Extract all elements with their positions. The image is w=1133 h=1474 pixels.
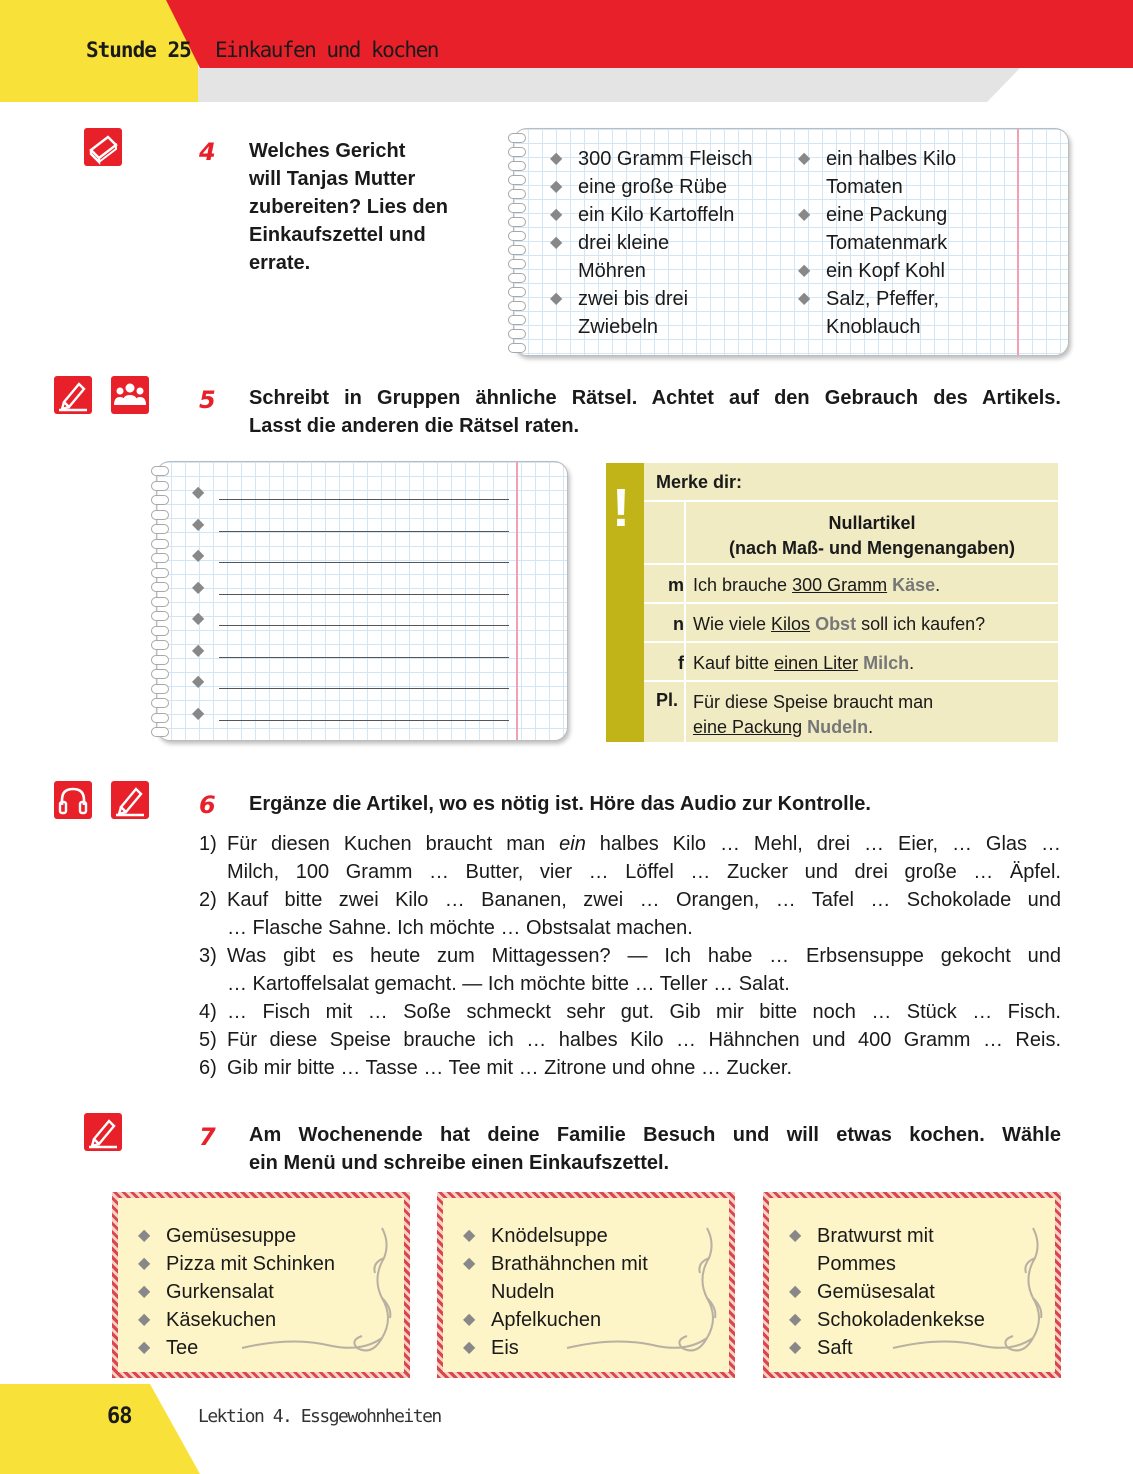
sentence-indent — [199, 970, 227, 998]
sentence-number: 6) — [199, 1057, 217, 1079]
list-item-continuation: Nudeln — [491, 1281, 555, 1303]
example-quantity: 300 Gramm — [792, 575, 888, 595]
sentence-text: Gib mir bitte … Tasse … Tee mit … Zitrone und ohne … Zucker. — [227, 1057, 793, 1079]
grammar-row-m — [644, 563, 1058, 602]
list-item-continuation: Knoblauch — [826, 316, 921, 338]
spiral-ring — [508, 287, 526, 297]
blank-writing-line[interactable] — [219, 657, 509, 658]
exercise-number-5: 5 — [199, 386, 216, 414]
exercise-5-task — [249, 384, 1061, 440]
sentence-part: Für diesen Kuchen braucht man — [227, 833, 560, 855]
example-quantity: Kilos — [771, 614, 811, 634]
spiral-ring — [508, 133, 526, 143]
spiral-ring — [508, 343, 526, 353]
bullet-icon: ◆ — [192, 513, 205, 533]
sentence-number: 5) — [199, 1029, 217, 1051]
sentence-line — [199, 998, 1061, 1026]
header-gray-band — [198, 68, 1020, 102]
example-noun: Käse — [892, 575, 936, 595]
list-item: ◆ zwei bis drei — [548, 285, 753, 313]
lesson-topic: Einkaufen und kochen — [215, 38, 438, 62]
headphones-icon — [54, 781, 92, 819]
sentence-indent — [199, 914, 227, 942]
group-icon — [111, 376, 149, 414]
grammar-heading-line: Nullartikel — [828, 513, 916, 533]
ornament-icon — [232, 1218, 402, 1368]
list-item: ◆ Schokoladenkekse — [787, 1306, 985, 1334]
spiral-ring — [508, 231, 526, 241]
list-item: ◆ Pizza mit Schinken — [136, 1250, 335, 1278]
grammar-row-pl — [644, 680, 1058, 742]
grammar-heading-line: (nach Maß- und Mengenangaben) — [729, 538, 1015, 558]
list-item: ◆ Gurkensalat — [136, 1278, 335, 1306]
spiral-ring — [508, 161, 526, 171]
sentence-indent — [199, 858, 227, 886]
sentence-line — [199, 1054, 1061, 1082]
bullet-icon: ◆ — [192, 671, 205, 690]
pencil-icon — [54, 376, 92, 414]
book-icon — [84, 128, 122, 166]
blank-writing-line[interactable] — [219, 594, 509, 595]
example-quantity: einen Liter — [774, 653, 859, 673]
spiral-ring — [508, 259, 526, 269]
spiral-ring — [508, 147, 526, 157]
spiral-ring — [151, 553, 169, 563]
list-item: ◆ Käsekuchen — [136, 1306, 335, 1334]
blank-writing-line[interactable] — [219, 720, 509, 721]
example-noun: Nudeln — [807, 717, 869, 737]
spiral-ring — [151, 611, 169, 621]
notebook-margin-line — [516, 462, 518, 740]
riddle-notebook — [156, 461, 568, 741]
spiral-ring — [508, 315, 526, 325]
grammar-example — [693, 614, 985, 635]
exercise-6-task: Ergänze die Artikel, wo es nötig ist. Höre das Audio zur Kontrolle. — [249, 793, 871, 815]
bullet-icon: ◆ — [192, 576, 205, 596]
sentence-line — [199, 970, 1061, 998]
list-item-continuation: Tomaten — [826, 176, 903, 198]
sentence-line — [199, 942, 1061, 970]
sentence-text: Kauf bitte zwei Kilo … Bananen, zwei … Orangen, … Tafel … Schokolade und — [227, 889, 1061, 911]
grammar-row-f — [644, 641, 1058, 680]
example-text: . — [868, 717, 874, 737]
exercise-6-sentences — [199, 830, 1061, 1082]
shopping-list-column-2 — [796, 145, 956, 341]
spiral-ring — [151, 597, 169, 607]
list-item: ◆ Apfelkuchen — [461, 1306, 648, 1334]
list-item: ◆ Tee — [136, 1334, 335, 1362]
spiral-ring — [508, 217, 526, 227]
column-divider — [684, 604, 686, 641]
sentence-text — [227, 830, 1061, 858]
list-item: ◆ ein halbes Kilo — [796, 145, 956, 173]
exercise-number-6: 6 — [199, 791, 216, 819]
spiral-ring — [151, 727, 169, 737]
sentence-number: 3) — [199, 945, 217, 967]
list-item: ◆ eine große Rübe — [548, 173, 753, 201]
grammar-example — [693, 653, 914, 674]
shopping-list-notebook — [513, 128, 1069, 356]
spiral-ring — [151, 510, 169, 520]
task-line: errate. — [249, 252, 311, 274]
blank-writing-line[interactable] — [219, 688, 509, 689]
sentence-number: 2) — [199, 889, 217, 911]
list-item: ◆ Saft — [787, 1334, 985, 1362]
list-item-continuation: Tomatenmark — [826, 232, 948, 254]
bullet-icon: ◆ — [192, 482, 205, 501]
blank-writing-line[interactable] — [219, 531, 509, 532]
sentence-text: … Kartoffelsalat gemacht. — Ich möchte bitte … Teller … Salat. — [227, 973, 790, 995]
example-text: soll ich kaufen? — [856, 614, 986, 634]
spiral-ring — [508, 175, 526, 185]
blank-writing-line[interactable] — [219, 562, 509, 563]
sentence-line — [199, 1026, 1061, 1054]
sentence-text: Für diese Speise brauche ich … halbes Kilo … Hähnchen und 400 Gramm … Reis. — [227, 1029, 1061, 1051]
list-item-continuation: Möhren — [578, 260, 646, 282]
gender-label: Pl. — [655, 690, 678, 710]
bullet-icon: ◆ — [192, 639, 205, 659]
list-item: ◆ Bratwurst mit — [787, 1222, 985, 1250]
sentence-text: Was gibt es heute zum Mittagessen? — Ich habe … Erbsensuppe gekocht und — [227, 945, 1061, 967]
task-line: will Tanjas Mutter — [249, 168, 416, 190]
sentence-number: 4) — [199, 1001, 217, 1023]
shopping-list-column-1 — [548, 145, 753, 341]
pencil-icon — [84, 1113, 122, 1151]
grammar-note-box — [606, 463, 1058, 742]
spiral-ring — [151, 582, 169, 592]
bullet-icon: ◆ — [192, 545, 205, 564]
example-noun: Milch — [863, 653, 910, 673]
list-item-continuation: Zwiebeln — [578, 316, 659, 338]
list-item: ◆ Knödelsuppe — [461, 1222, 648, 1250]
spiral-ring — [508, 203, 526, 213]
task-line: Am Wochenende hat deine Familie Besuch und will etwas kochen. Wähle — [249, 1124, 1061, 1146]
exercise-7-task — [249, 1121, 1061, 1177]
spiral-ring — [151, 698, 169, 708]
spiral-ring — [151, 655, 169, 665]
list-item: ◆ eine Packung — [796, 201, 956, 229]
sentence-text: … Fisch mit … Soße schmeckt sehr gut. Gib mir bitte noch … Stück … Fisch. — [227, 1001, 1061, 1023]
task-line: zubereiten? Lies den — [249, 196, 448, 218]
spiral-ring — [151, 524, 169, 534]
list-item: ◆ Salz, Pfeffer, — [796, 285, 956, 313]
menu-card-2 — [437, 1192, 735, 1378]
grammar-example — [693, 690, 933, 740]
sentence-line — [199, 886, 1061, 914]
spiral-ring — [508, 301, 526, 311]
pencil-icon — [111, 781, 149, 819]
example-text: Kauf bitte — [693, 653, 775, 673]
spiral-ring — [151, 684, 169, 694]
sentence-part: halbes Kilo … Mehl, drei … Eier, … Glas … — [585, 833, 1061, 855]
gender-label: f — [678, 653, 684, 673]
ornament-icon — [557, 1218, 727, 1368]
exercise-number-7: 7 — [199, 1123, 216, 1151]
list-item: ◆ Gemüsesuppe — [136, 1222, 335, 1250]
exercise-4-task — [249, 137, 448, 277]
list-item: ◆ 300 Gramm Fleisch — [548, 145, 753, 173]
column-divider — [684, 682, 686, 742]
menu-card-1 — [112, 1192, 410, 1378]
bullet-icon: ◆ — [192, 608, 205, 627]
sentence-text: … Flasche Sahne. Ich möchte … Obstsalat machen. — [227, 917, 693, 939]
grammar-note-title: Merke dir: — [656, 472, 743, 492]
list-item: ◆ Eis — [461, 1334, 648, 1362]
example-text: Ich brauche — [693, 575, 793, 595]
grammar-row-n — [644, 602, 1058, 641]
spiral-ring — [151, 568, 169, 578]
footer-yellow-block — [0, 1384, 200, 1474]
example-text: . — [909, 653, 915, 673]
task-line: Einkaufszettel und — [249, 224, 426, 246]
list-item: ◆ Gemüsesalat — [787, 1278, 985, 1306]
list-item: ◆ ein Kopf Kohl — [796, 257, 956, 285]
example-quantity: eine Packung — [693, 717, 803, 737]
task-line: Lasst die anderen die Rätsel raten. — [249, 415, 580, 437]
sentence-line — [199, 858, 1061, 886]
column-divider — [684, 565, 686, 602]
gender-label: n — [673, 614, 684, 634]
list-item: ◆ Brathähnchen mit — [461, 1250, 648, 1278]
gender-label: m — [667, 575, 684, 595]
footer-lesson-title: Lektion 4. Essgewohnheiten — [198, 1406, 441, 1427]
bullet-icon: ◆ — [192, 702, 205, 722]
blank-writing-line[interactable] — [219, 625, 509, 626]
page-number: 68 — [107, 1404, 132, 1429]
spiral-ring — [508, 245, 526, 255]
spiral-ring — [151, 669, 169, 679]
spiral-ring — [508, 189, 526, 199]
example-text: Für diese Speise braucht man — [693, 692, 934, 712]
list-item: ◆ drei kleine — [548, 229, 753, 257]
spiral-ring — [508, 329, 526, 339]
task-line: Welches Gericht — [249, 140, 406, 162]
task-line: ein Menü und schreibe einen Einkaufszettel. — [249, 1152, 670, 1174]
list-item: ◆ ein Kilo Kartoffeln — [548, 201, 753, 229]
sentence-text: Milch, 100 Gramm … Butter, vier … Löffel … Zucker und drei große … Äpfel. — [227, 861, 1061, 883]
sentence-line — [199, 914, 1061, 942]
spiral-ring — [508, 273, 526, 283]
sentence-line — [199, 830, 1061, 858]
blank-writing-line[interactable] — [219, 499, 509, 500]
sentence-example-word: ein — [559, 833, 586, 855]
column-divider — [684, 643, 686, 680]
example-text: . — [935, 575, 941, 595]
menu-card-3 — [763, 1192, 1061, 1378]
list-item-continuation: Pommes — [817, 1253, 896, 1275]
sentence-number: 1) — [199, 833, 217, 855]
spiral-ring — [151, 495, 169, 505]
spiral-ring — [151, 466, 169, 476]
grammar-heading — [686, 511, 1058, 561]
spiral-ring — [151, 713, 169, 723]
ornament-icon — [883, 1218, 1053, 1368]
spiral-ring — [151, 481, 169, 491]
grammar-heading-row — [644, 500, 1058, 563]
lesson-label: Stunde 25 — [86, 38, 191, 62]
spiral-ring — [151, 640, 169, 650]
exclamation-icon: ! — [612, 478, 630, 538]
notebook-margin-line — [1017, 129, 1019, 355]
spiral-ring — [151, 626, 169, 636]
example-text: Wie viele — [693, 614, 772, 634]
task-line: Schreibt in Gruppen ähnliche Rätsel. Achtet auf den Gebrauch des Artikels. — [249, 387, 1061, 409]
exercise-number-4: 4 — [199, 138, 216, 166]
example-noun: Obst — [815, 614, 857, 634]
spiral-ring — [151, 539, 169, 549]
grammar-example — [693, 575, 940, 596]
